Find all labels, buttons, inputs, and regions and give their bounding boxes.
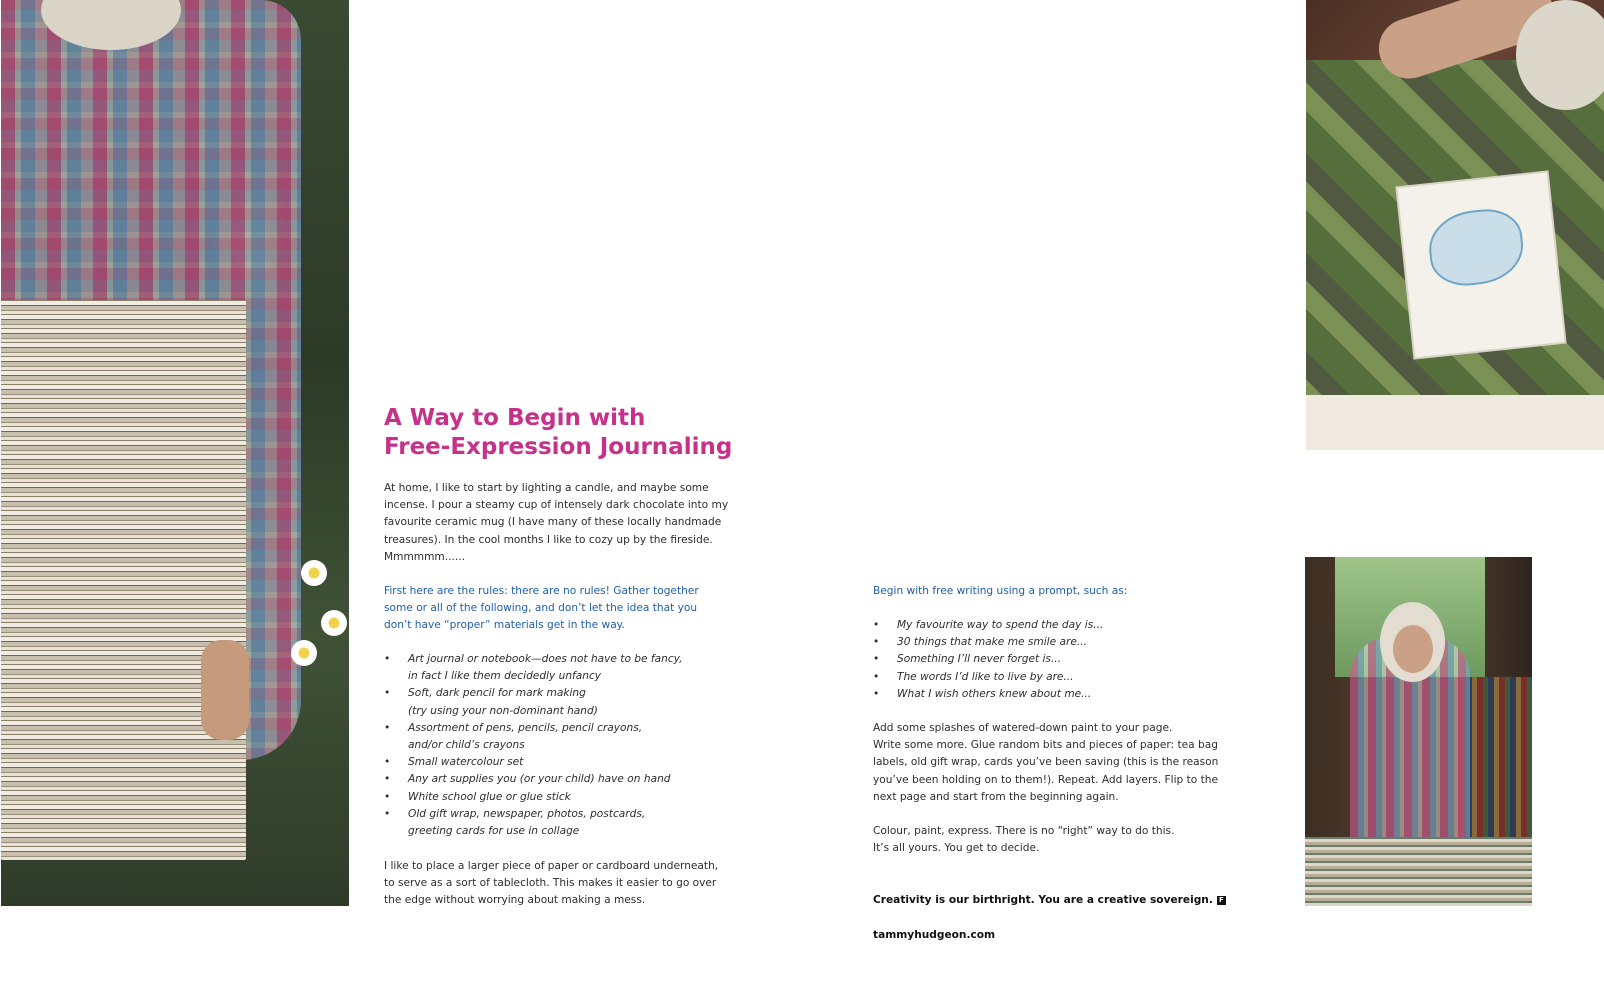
list-item-text: What I wish others knew about me... bbox=[897, 687, 1092, 700]
list-item-text: Soft, dark pencil for mark making (try using your non-dominant hand) bbox=[408, 687, 598, 717]
list-item bbox=[873, 617, 1253, 634]
bullet-mark: • bbox=[384, 807, 391, 820]
bullet-mark: • bbox=[384, 687, 391, 700]
list-item-text: Assortment of pens, pencils, pencil crayons, and/or child’s crayons bbox=[408, 721, 643, 752]
photo-woman-holding-journals bbox=[1, 0, 349, 906]
sign-off-block bbox=[873, 875, 1273, 961]
list-item bbox=[384, 685, 744, 719]
list-item-text: Something I’ll never forget is... bbox=[897, 653, 1062, 666]
photo-art-journal-painting bbox=[1306, 0, 1604, 450]
list-item-text: The words I’d like to live by are... bbox=[897, 670, 1074, 683]
end-mark-icon: F bbox=[1217, 896, 1226, 905]
list-item-text: 30 things that make me smile are... bbox=[897, 636, 1087, 649]
bullet-mark: • bbox=[873, 653, 880, 666]
list-item-text: Art journal or notebook—does not have to be fancy, in fact I like them decidedly unfancy bbox=[408, 653, 683, 683]
rules-paragraph: First here are the rules: there are no rules! Gather together some or all of the following, and don’t let the idea that you don’t have “proper” materials get in the way. bbox=[384, 585, 699, 632]
prompts-list bbox=[873, 617, 1253, 703]
photo-woman-at-desk bbox=[1305, 557, 1532, 906]
encouragement-paragraph: Colour, paint, express. There is no “right” way to do this. It’s all yours. You get to decide. bbox=[873, 825, 1175, 855]
bullet-mark: • bbox=[873, 636, 880, 649]
sign-off-text: Creativity is our birthright. You are a creative sovereign. bbox=[873, 894, 1213, 907]
title-line-2: Free-Expression Journaling bbox=[384, 434, 733, 460]
closing-paragraph: I like to place a larger piece of paper or cardboard underneath, to serve as a sort of tablecloth. This makes it easier to go over the edge without worrying about making a mess. bbox=[384, 860, 719, 907]
list-item bbox=[873, 686, 1253, 703]
bullet-mark: • bbox=[384, 756, 391, 769]
list-item bbox=[384, 789, 744, 806]
list-item bbox=[384, 651, 744, 685]
list-item bbox=[384, 720, 744, 754]
materials-list bbox=[384, 651, 744, 840]
list-item-text: Small watercolour set bbox=[408, 756, 524, 769]
prompt-intro: Begin with free writing using a prompt, such as: bbox=[873, 585, 1128, 597]
bullet-mark: • bbox=[384, 790, 391, 803]
title-line-1: A Way to Begin with bbox=[384, 405, 646, 431]
list-item-text: White school glue or glue stick bbox=[408, 790, 571, 803]
list-item bbox=[873, 669, 1253, 686]
list-item bbox=[873, 651, 1253, 668]
list-item-text: Old gift wrap, newspaper, photos, postcards, greeting cards for use in collage bbox=[408, 807, 646, 838]
page-title bbox=[384, 404, 804, 462]
bullet-mark: • bbox=[873, 670, 880, 683]
list-item bbox=[384, 806, 744, 840]
list-item-text: My favourite way to spend the day is... bbox=[897, 619, 1104, 631]
intro-paragraph: At home, I like to start by lighting a candle, and maybe some incense. I pour a steamy cup of intensely dark chocolate into my favourite ceramic mug (I have many of these locally handmade treasures). In the cool months I like to cozy up by the fireside. Mmmmmm...... bbox=[384, 482, 729, 563]
bullet-mark: • bbox=[873, 687, 880, 700]
list-item bbox=[384, 754, 744, 771]
list-item bbox=[384, 771, 744, 788]
list-item-text: Any art supplies you (or your child) have on hand bbox=[408, 773, 671, 786]
bullet-mark: • bbox=[384, 773, 391, 786]
bullet-mark: • bbox=[384, 721, 391, 734]
website-link[interactable]: tammyhudgeon.com bbox=[873, 928, 996, 941]
bullet-mark: • bbox=[384, 653, 391, 665]
steps-paragraph: Add some splashes of watered-down paint to your page. Write some more. Glue random bits and pieces of paper: tea bag labels, old gift wrap, cards you’ve been saving (this is the reason you’ve been holding on to them!). Repeat. Add layers. Flip to the next page and start from the beginning again. bbox=[873, 722, 1219, 803]
bullet-mark: • bbox=[873, 619, 880, 631]
list-item bbox=[873, 634, 1253, 651]
